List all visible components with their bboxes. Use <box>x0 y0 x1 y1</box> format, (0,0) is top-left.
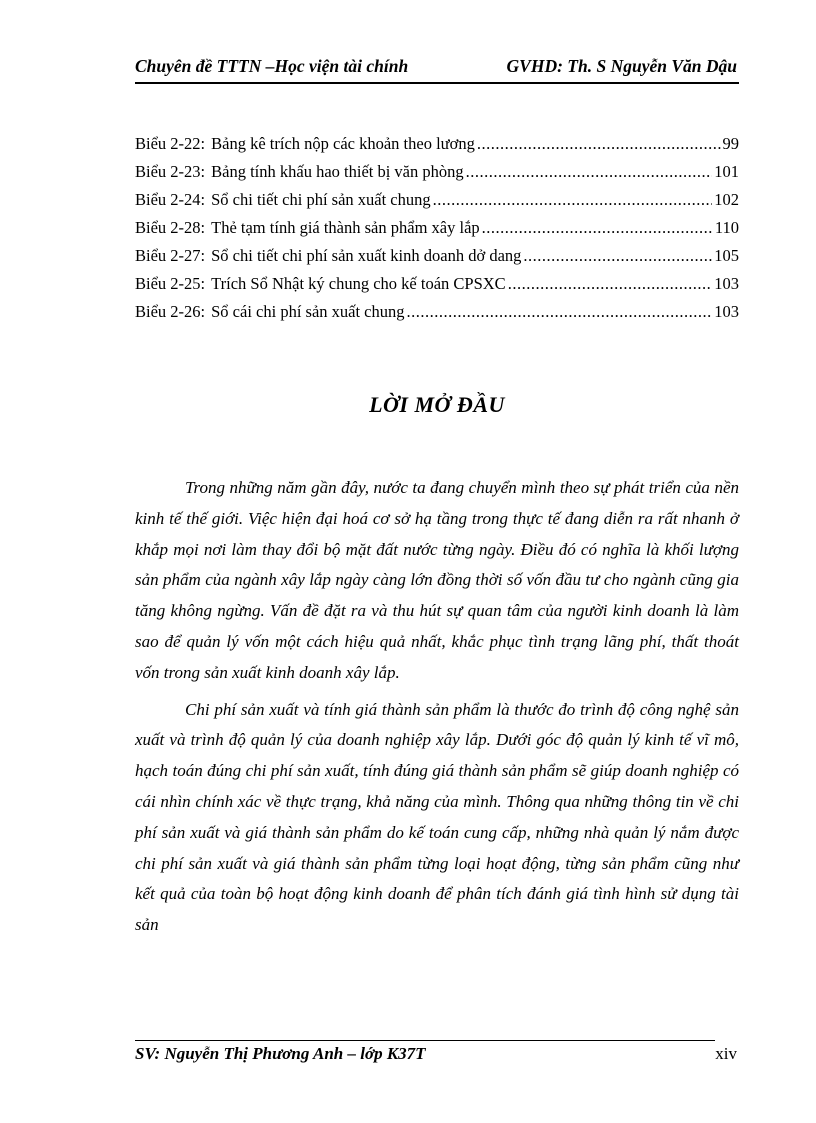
toc-entry <box>135 130 739 158</box>
toc-entry-page: 110 <box>714 218 739 237</box>
header-course-title: Chuyên đề TTTN –Học viện tài chính <box>135 56 409 76</box>
toc-entry-page: 99 <box>722 134 739 153</box>
toc-entry-page: 103 <box>714 302 739 321</box>
toc-leader-dots <box>477 130 721 158</box>
toc-entry-label: Biểu 2-22: <box>135 134 206 153</box>
body-text <box>135 473 739 947</box>
toc-leader-dots <box>433 186 713 214</box>
toc-entry-title: Bảng kê trích nộp các khoản theo lương <box>211 134 475 153</box>
toc-entry-title: Bảng tính khấu hao thiết bị văn phòng <box>211 162 464 181</box>
toc-entry-page: 105 <box>714 246 739 265</box>
toc-entry-label: Biểu 2-24: <box>135 190 206 209</box>
toc-entry-label: Biểu 2-23: <box>135 162 206 181</box>
toc-leader-dots <box>466 158 713 186</box>
toc-entry-page: 101 <box>714 162 739 181</box>
toc-leader-dots <box>407 298 713 326</box>
toc-entry-title: Thẻ tạm tính giá thành sản phẩm xây lắp <box>211 218 480 237</box>
table-of-contents <box>135 130 739 326</box>
toc-entry-page: 103 <box>714 274 739 293</box>
footer-divider <box>135 1040 715 1041</box>
section-heading: LỜI MỞ ĐẦU <box>369 392 505 417</box>
toc-entry-label: Biểu 2-27: <box>135 246 206 265</box>
paragraph: Trong những năm gần đây, nước ta đang chuyển mình theo sự phát triển của nền kinh tế thế giới. Việc hiện đại hoá cơ sở hạ tầng trong thực tế đang diễn ra rất nhanh ở khắp mọi nơi làm thay đổi bộ mặt đất nước từng ngày. Điều đó có nghĩa là khối lượng sản phẩm của ngành xây lắp ngày càng lớn đồng thời số vốn đầu tư cho ngành cũng gia tăng không ngừng. Vấn đề đặt ra và thu hút sự quan tâm của người kinh doanh là làm sao để quản lý vốn một cách hiệu quả nhất, khắc phục tình trạng lãng phí, thất thoát vốn trong sản xuất kinh doanh xây lắp. <box>135 478 739 682</box>
toc-entry-title: Trích Sổ Nhật ký chung cho kế toán CPSXC <box>211 274 506 293</box>
toc-leader-dots <box>523 242 712 270</box>
page-number: xiv <box>715 1044 737 1063</box>
page-header <box>135 54 739 84</box>
toc-entry <box>135 270 739 298</box>
paragraph: Chi phí sản xuất và tính giá thành sản phẩm là thước đo trình độ công nghệ sản xuất và trình độ quản lý của doanh nghiệp xây lắp. Dưới góc độ quản lý kinh tế vĩ mô, hạch toán đúng chi phí sản xuất, tính đúng giá thành sản phẩm sẽ giúp doanh nghiệp có cái nhìn chính xác về thực trạng, khả năng của mình. Thông qua những thông tin về chi phí sản xuất và giá thành sản phẩm do kế toán cung cấp, những nhà quản lý nắm được chi phí sản xuất và giá thành sản phẩm từng loại hoạt động, từng sản phẩm cũng như kết quả của toàn bộ hoạt động kinh doanh để phân tích đánh giá tình hình sử dụng tài sản <box>135 699 739 935</box>
toc-entry <box>135 186 739 214</box>
toc-entry-title: Sổ chi tiết chi phí sản xuất kinh doanh dở dang <box>211 246 522 265</box>
toc-entry-label: Biểu 2-26: <box>135 302 206 321</box>
toc-entry <box>135 298 739 326</box>
toc-entry <box>135 214 739 242</box>
toc-entry-page: 102 <box>714 190 739 209</box>
footer-student: SV: Nguyễn Thị Phương Anh – lớp K37T <box>135 1044 426 1063</box>
toc-entry <box>135 242 739 270</box>
toc-entry-title: Sổ cái chi phí sản xuất chung <box>211 302 405 321</box>
toc-leader-dots <box>508 270 713 298</box>
toc-leader-dots <box>482 214 713 242</box>
toc-entry-title: Sổ chi tiết chi phí sản xuất chung <box>211 190 431 209</box>
toc-entry-label: Biểu 2-28: <box>135 218 206 237</box>
header-supervisor: GVHD: Th. S Nguyễn Văn Dậu <box>506 56 737 76</box>
toc-entry <box>135 158 739 186</box>
toc-entry-label: Biểu 2-25: <box>135 274 206 293</box>
